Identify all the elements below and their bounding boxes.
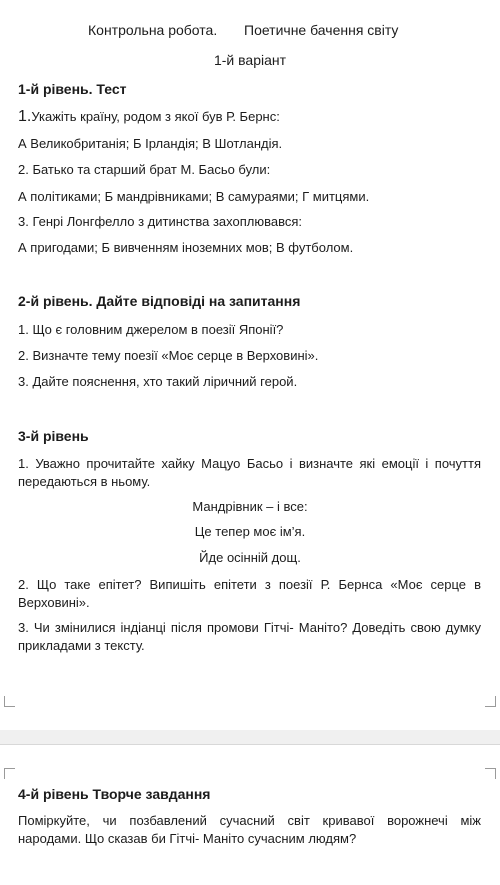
level2-question-3: 3. Дайте пояснення, хто такий ліричний герой. xyxy=(18,374,298,389)
level3-heading: 3-й рівень xyxy=(18,428,89,444)
level1-heading: 1-й рівень. Тест xyxy=(18,81,127,97)
level2-question-1: 1. Що є головним джерелом в поезії Японії? xyxy=(18,322,284,337)
level3-question-2: 2. Що таке епітет? Випишіть епітети з поезії Р. Бернса «Моє серце в Верховині». xyxy=(18,577,481,610)
variant-label: 1-й варіант xyxy=(213,52,287,68)
haiku-line-3: Йде осінній дощ. xyxy=(199,550,301,565)
doc-subject: Поетичне бачення світу xyxy=(244,22,399,38)
level1-answers-3: А пригодами; Б вивченням іноземних мов; В футболом. xyxy=(18,240,354,255)
haiku-line-2: Це тепер моє ім’я. xyxy=(194,524,306,539)
level3-question-1: 1. Уважно прочитайте хайку Мацуо Басьо і визначте які емоції і почуття передаються в ньому. xyxy=(18,456,481,489)
level4-task: Поміркуйте, чи позбавлений сучасний світ кривавої ворожнечі між народами. Що сказав би Гітчі- Маніто сучасним людям? xyxy=(18,813,481,846)
level1-question-1-number: 1. xyxy=(18,108,32,125)
level3-question-3: 3. Чи змінилися індіанці після промови Гітчі- Маніто? Доведіть свою думку прикладами з тексту. xyxy=(18,620,481,653)
level2-question-2: 2. Визначте тему поезії «Моє серце в Верховині». xyxy=(18,348,319,363)
level1-question-3: 3. Генрі Лонгфелло з дитинства захоплювався: xyxy=(18,214,303,229)
level1-question-1 xyxy=(18,108,280,126)
level4-heading: 4-й рівень Творче завдання xyxy=(18,786,211,802)
page-corner-mark xyxy=(485,696,496,707)
page-corner-mark xyxy=(485,768,496,779)
level1-answers-2: А політиками; Б мандрівниками; В самураями; Г митцями. xyxy=(18,189,370,204)
level1-question-1-text: Укажіть країну, родом з якої був Р. Бернс: xyxy=(31,109,280,124)
level1-question-2: 2. Батько та старший брат М. Басьо були: xyxy=(18,162,271,177)
page-break xyxy=(0,730,500,744)
page-corner-mark xyxy=(4,768,15,779)
haiku-line-1: Мандрівник – і все: xyxy=(192,499,308,514)
level2-heading: 2-й рівень. Дайте відповіді на запитання xyxy=(18,293,301,309)
page-corner-mark xyxy=(4,696,15,707)
level1-answers-1: А Великобританія; Б Ірландія; В Шотландія. xyxy=(18,136,283,151)
doc-title: Контрольна робота. xyxy=(88,22,218,38)
